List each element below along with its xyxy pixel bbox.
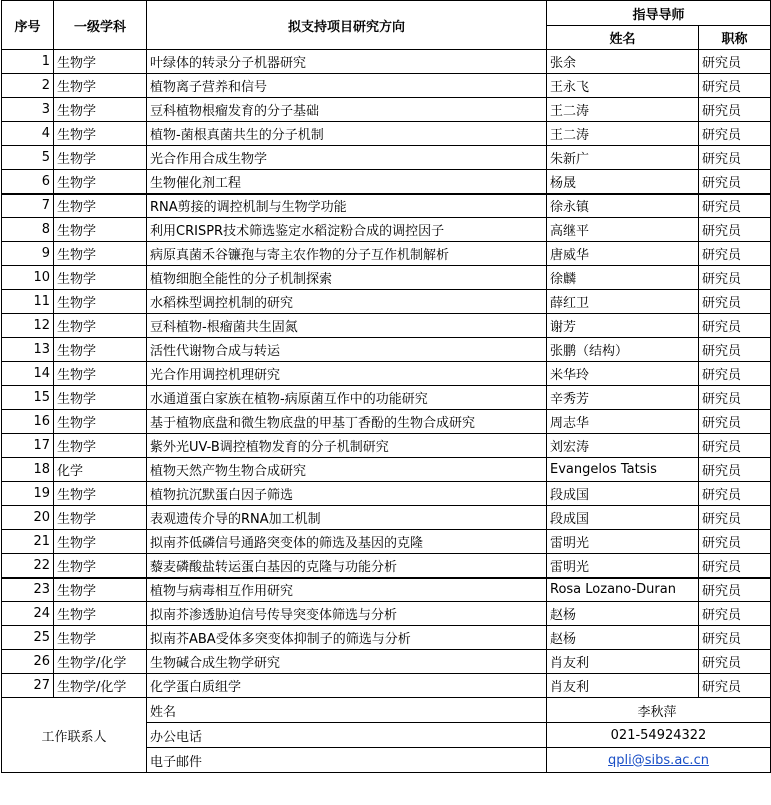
row-mentor-name: Rosa Lozano-Duran (547, 578, 699, 602)
table-row (2, 338, 771, 362)
row-mentor-name: 肖友利 (547, 650, 699, 674)
row-discipline: 生物学 (54, 170, 147, 194)
row-direction: 光合作用调控机理研究 (147, 362, 547, 386)
row-direction: 植物细胞全能性的分子机制探索 (147, 266, 547, 290)
row-mentor-name: 雷明光 (547, 530, 699, 554)
row-discipline: 化学 (54, 458, 147, 482)
header-discipline: 一级学科 (54, 1, 147, 50)
table-row (2, 530, 771, 554)
header-direction: 拟支持项目研究方向 (147, 1, 547, 50)
row-discipline: 生物学 (54, 482, 147, 506)
row-mentor-title: 研究员 (699, 506, 771, 530)
row-discipline: 生物学 (54, 50, 147, 74)
row-number: 27 (2, 674, 54, 698)
row-number: 6 (2, 170, 54, 194)
row-mentor-title: 研究员 (699, 146, 771, 170)
row-direction: 基于植物底盘和微生物底盘的甲基丁香酚的生物合成研究 (147, 410, 547, 434)
row-mentor-name: 周志华 (547, 410, 699, 434)
row-discipline: 生物学 (54, 434, 147, 458)
row-mentor-title: 研究员 (699, 530, 771, 554)
row-number: 20 (2, 506, 54, 530)
contact-phone-value: 021-54924322 (547, 723, 771, 748)
row-number: 14 (2, 362, 54, 386)
table-row (2, 218, 771, 242)
row-direction: 表观遗传介导的RNA加工机制 (147, 506, 547, 530)
row-mentor-name: 段成国 (547, 482, 699, 506)
table-row (2, 266, 771, 290)
row-mentor-title: 研究员 (699, 554, 771, 578)
row-mentor-name: 张鹏（结构） (547, 338, 699, 362)
table-row (2, 554, 771, 578)
contact-label: 工作联系人 (2, 698, 147, 773)
row-direction: 植物与病毒相互作用研究 (147, 578, 547, 602)
row-discipline: 生物学 (54, 98, 147, 122)
row-number: 24 (2, 602, 54, 626)
table-row (2, 122, 771, 146)
row-discipline: 生物学 (54, 362, 147, 386)
row-mentor-title: 研究员 (699, 674, 771, 698)
contact-email-label: 电子邮件 (147, 748, 547, 773)
table-body (2, 50, 771, 698)
row-discipline: 生物学 (54, 266, 147, 290)
row-number: 21 (2, 530, 54, 554)
row-discipline: 生物学/化学 (54, 650, 147, 674)
row-mentor-name: 辛秀芳 (547, 386, 699, 410)
row-discipline: 生物学 (54, 602, 147, 626)
row-direction: 光合作用合成生物学 (147, 146, 547, 170)
row-number: 2 (2, 74, 54, 98)
row-mentor-name: Evangelos Tatsis (547, 458, 699, 482)
header-mentor-group: 指导导师 (547, 1, 771, 26)
row-direction: 利用CRISPR技术筛选鉴定水稻淀粉合成的调控因子 (147, 218, 547, 242)
table-row (2, 170, 771, 194)
row-direction: RNA剪接的调控机制与生物学功能 (147, 194, 547, 218)
row-discipline: 生物学 (54, 626, 147, 650)
row-mentor-name: 唐威华 (547, 242, 699, 266)
row-direction: 病原真菌禾谷镰孢与寄主农作物的分子互作机制解析 (147, 242, 547, 266)
row-discipline: 生物学 (54, 554, 147, 578)
row-mentor-name: 徐麟 (547, 266, 699, 290)
table-row (2, 362, 771, 386)
row-mentor-name: 赵杨 (547, 602, 699, 626)
row-mentor-title: 研究员 (699, 386, 771, 410)
table-row (2, 506, 771, 530)
row-number: 8 (2, 218, 54, 242)
row-mentor-title: 研究员 (699, 410, 771, 434)
row-mentor-name: 王永飞 (547, 74, 699, 98)
row-mentor-title: 研究员 (699, 266, 771, 290)
table-row (2, 290, 771, 314)
row-direction: 水通道蛋白家族在植物-病原菌互作中的功能研究 (147, 386, 547, 410)
row-direction: 活性代谢物合成与转运 (147, 338, 547, 362)
contact-email-link[interactable]: qpli@sibs.ac.cn (608, 752, 709, 768)
row-number: 25 (2, 626, 54, 650)
row-mentor-name: 雷明光 (547, 554, 699, 578)
row-discipline: 生物学 (54, 122, 147, 146)
row-mentor-title: 研究员 (699, 482, 771, 506)
row-mentor-title: 研究员 (699, 650, 771, 674)
row-number: 18 (2, 458, 54, 482)
row-discipline: 生物学 (54, 338, 147, 362)
table-row (2, 242, 771, 266)
row-mentor-name: 薛红卫 (547, 290, 699, 314)
row-number: 3 (2, 98, 54, 122)
header-name: 姓名 (547, 26, 699, 50)
contact-phone-label: 办公电话 (147, 723, 547, 748)
row-discipline: 生物学 (54, 530, 147, 554)
row-mentor-name: 张余 (547, 50, 699, 74)
table-row (2, 386, 771, 410)
row-number: 19 (2, 482, 54, 506)
row-mentor-title: 研究员 (699, 242, 771, 266)
row-mentor-title: 研究员 (699, 602, 771, 626)
row-direction: 豆科植物根瘤发育的分子基础 (147, 98, 547, 122)
contact-name-label: 姓名 (147, 698, 547, 723)
row-discipline: 生物学 (54, 242, 147, 266)
row-discipline: 生物学 (54, 194, 147, 218)
row-mentor-name: 王二涛 (547, 122, 699, 146)
row-mentor-title: 研究员 (699, 218, 771, 242)
table-row (2, 674, 771, 698)
row-direction: 生物碱合成生物学研究 (147, 650, 547, 674)
row-direction: 植物天然产物生物合成研究 (147, 458, 547, 482)
row-mentor-title: 研究员 (699, 194, 771, 218)
row-direction: 紫外光UV-B调控植物发育的分子机制研究 (147, 434, 547, 458)
row-mentor-title: 研究员 (699, 122, 771, 146)
row-number: 7 (2, 194, 54, 218)
header-seq: 序号 (2, 1, 54, 50)
row-mentor-title: 研究员 (699, 290, 771, 314)
row-mentor-name: 段成国 (547, 506, 699, 530)
row-number: 16 (2, 410, 54, 434)
row-mentor-name: 赵杨 (547, 626, 699, 650)
row-discipline: 生物学 (54, 506, 147, 530)
row-discipline: 生物学 (54, 146, 147, 170)
table-row (2, 314, 771, 338)
row-number: 5 (2, 146, 54, 170)
table-row (2, 74, 771, 98)
table-row (2, 578, 771, 602)
row-mentor-title: 研究员 (699, 98, 771, 122)
row-direction: 水稻株型调控机制的研究 (147, 290, 547, 314)
row-mentor-title: 研究员 (699, 362, 771, 386)
row-number: 11 (2, 290, 54, 314)
row-direction: 藜麦磷酸盐转运蛋白基因的克隆与功能分析 (147, 554, 547, 578)
row-mentor-title: 研究员 (699, 578, 771, 602)
table-row (2, 458, 771, 482)
row-discipline: 生物学/化学 (54, 674, 147, 698)
row-number: 13 (2, 338, 54, 362)
row-mentor-name: 杨晟 (547, 170, 699, 194)
row-discipline: 生物学 (54, 578, 147, 602)
table-row (2, 146, 771, 170)
row-discipline: 生物学 (54, 410, 147, 434)
row-mentor-title: 研究员 (699, 50, 771, 74)
row-number: 10 (2, 266, 54, 290)
table-row (2, 482, 771, 506)
row-number: 17 (2, 434, 54, 458)
table-row (2, 650, 771, 674)
row-discipline: 生物学 (54, 290, 147, 314)
row-number: 15 (2, 386, 54, 410)
row-number: 22 (2, 554, 54, 578)
contact-email-cell (547, 748, 771, 773)
row-discipline: 生物学 (54, 386, 147, 410)
row-number: 1 (2, 50, 54, 74)
row-mentor-name: 高继平 (547, 218, 699, 242)
row-number: 4 (2, 122, 54, 146)
row-mentor-title: 研究员 (699, 626, 771, 650)
row-mentor-name: 米华玲 (547, 362, 699, 386)
row-mentor-title: 研究员 (699, 170, 771, 194)
row-discipline: 生物学 (54, 314, 147, 338)
table-row (2, 98, 771, 122)
row-mentor-name: 刘宏涛 (547, 434, 699, 458)
row-mentor-name: 肖友利 (547, 674, 699, 698)
row-number: 12 (2, 314, 54, 338)
row-direction: 生物催化剂工程 (147, 170, 547, 194)
row-number: 26 (2, 650, 54, 674)
row-discipline: 生物学 (54, 74, 147, 98)
contact-name-value: 李秋萍 (547, 698, 771, 723)
row-mentor-title: 研究员 (699, 458, 771, 482)
row-direction: 化学蛋白质组学 (147, 674, 547, 698)
row-number: 9 (2, 242, 54, 266)
row-direction: 叶绿体的转录分子机器研究 (147, 50, 547, 74)
row-direction: 拟南芥低磷信号通路突变体的筛选及基因的克隆 (147, 530, 547, 554)
table-row (2, 434, 771, 458)
row-number: 23 (2, 578, 54, 602)
row-direction: 拟南芥ABA受体多突变体抑制子的筛选与分析 (147, 626, 547, 650)
table-row (2, 410, 771, 434)
row-mentor-name: 王二涛 (547, 98, 699, 122)
row-mentor-title: 研究员 (699, 338, 771, 362)
row-mentor-name: 谢芳 (547, 314, 699, 338)
header-title: 职称 (699, 26, 771, 50)
table-row (2, 626, 771, 650)
row-direction: 植物离子营养和信号 (147, 74, 547, 98)
row-direction: 豆科植物-根瘤菌共生固氮 (147, 314, 547, 338)
row-direction: 拟南芥渗透胁迫信号传导突变体筛选与分析 (147, 602, 547, 626)
row-mentor-title: 研究员 (699, 314, 771, 338)
table-row (2, 50, 771, 74)
row-direction: 植物-菌根真菌共生的分子机制 (147, 122, 547, 146)
row-discipline: 生物学 (54, 218, 147, 242)
row-mentor-name: 朱新广 (547, 146, 699, 170)
row-mentor-title: 研究员 (699, 434, 771, 458)
row-direction: 植物抗沉默蛋白因子筛选 (147, 482, 547, 506)
row-mentor-title: 研究员 (699, 74, 771, 98)
project-table (1, 0, 771, 773)
table-row (2, 194, 771, 218)
row-mentor-name: 徐永镇 (547, 194, 699, 218)
table-row (2, 602, 771, 626)
